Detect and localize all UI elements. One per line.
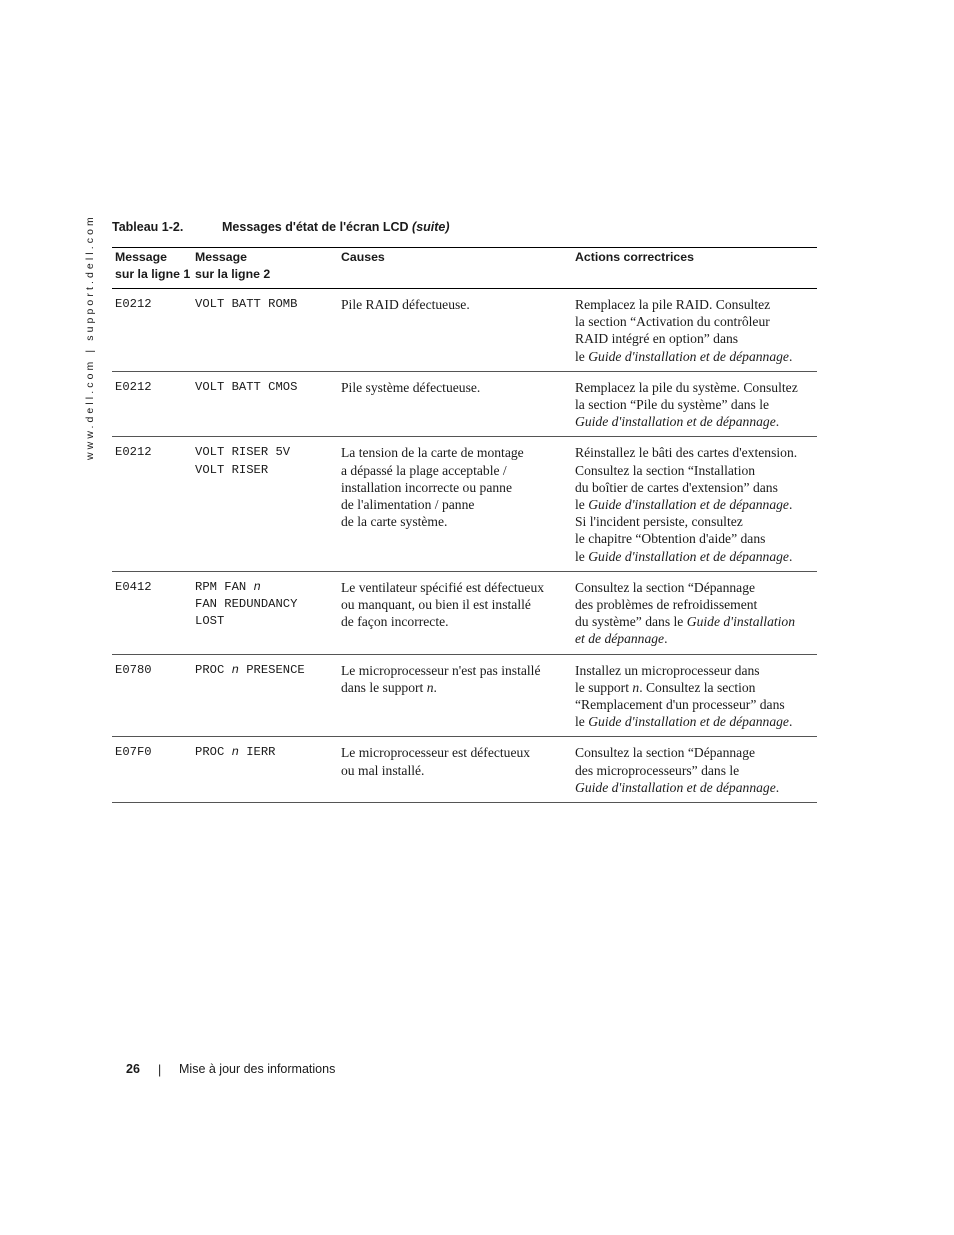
cell-line bbox=[575, 679, 814, 696]
table-row bbox=[112, 571, 817, 654]
cell-causes bbox=[338, 289, 572, 372]
cell-actions bbox=[572, 437, 817, 571]
text-segment: . bbox=[433, 679, 437, 695]
text-segment: PRESENCE bbox=[238, 662, 305, 677]
cell-line bbox=[575, 379, 814, 396]
table-row bbox=[112, 437, 817, 571]
cell-actions bbox=[572, 571, 817, 654]
header-line1 bbox=[112, 248, 192, 289]
text-segment: . bbox=[788, 548, 793, 564]
error-code: E0212 bbox=[115, 379, 152, 394]
italic-text: n bbox=[632, 679, 640, 695]
text-segment: le support bbox=[575, 679, 633, 695]
cell-line bbox=[341, 613, 569, 630]
cell-line bbox=[575, 762, 814, 779]
cell-line bbox=[341, 479, 569, 496]
text-segment: de la carte système. bbox=[341, 514, 448, 530]
cell-line bbox=[575, 596, 814, 613]
cell-actions bbox=[572, 371, 817, 437]
text-segment: Réinstallez le bâti des cartes d'extension. bbox=[575, 445, 798, 461]
table-row bbox=[112, 737, 817, 803]
header-text: Message bbox=[115, 250, 167, 264]
cell-line bbox=[195, 296, 335, 313]
italic-text: Guide d'installation et de dépannage bbox=[575, 414, 776, 430]
cell-causes bbox=[338, 571, 572, 654]
text-segment: la section “Activation du contrôleur bbox=[575, 314, 770, 330]
cell-line bbox=[575, 630, 814, 647]
cell-causes bbox=[338, 371, 572, 437]
cell-line1-code bbox=[112, 437, 192, 571]
text-segment: VOLT BATT CMOS bbox=[195, 379, 298, 394]
text-segment: Installez un microprocesseur dans bbox=[575, 662, 760, 678]
text-segment: PROC bbox=[195, 745, 232, 760]
text-segment: de l'alimentation / panne bbox=[341, 497, 475, 513]
text-segment: des microprocesseurs” dans le bbox=[575, 762, 740, 778]
header-text: sur la ligne 2 bbox=[195, 267, 271, 281]
cell-line bbox=[341, 596, 569, 613]
cell-line bbox=[575, 330, 814, 347]
table-header-row bbox=[112, 248, 817, 289]
text-segment: RPM FAN bbox=[195, 579, 254, 594]
cell-line bbox=[575, 348, 814, 365]
text-segment: VOLT RISER bbox=[195, 462, 269, 477]
cell-line bbox=[575, 548, 814, 565]
cell-line1-code bbox=[112, 289, 192, 372]
cell-line bbox=[575, 744, 814, 761]
cell-line bbox=[575, 396, 814, 413]
cell-line bbox=[195, 613, 335, 630]
error-code: E07F0 bbox=[115, 745, 152, 760]
cell-line bbox=[575, 496, 814, 513]
cell-actions bbox=[572, 289, 817, 372]
cell-line bbox=[341, 296, 569, 313]
text-segment: . bbox=[788, 348, 793, 364]
italic-text: n bbox=[253, 579, 261, 594]
text-segment: Consultez la section “Installation bbox=[575, 462, 756, 478]
italic-text: Guide d'installation et de dépannage bbox=[588, 714, 789, 730]
cell-line bbox=[195, 662, 335, 679]
text-segment: . bbox=[775, 414, 780, 430]
italic-text: Guide d'installation bbox=[686, 614, 796, 630]
cell-line2-message bbox=[192, 289, 338, 372]
cell-line bbox=[575, 662, 814, 679]
cell-line bbox=[195, 444, 335, 461]
footer-title: Mise à jour des informations bbox=[179, 1062, 336, 1076]
cell-line bbox=[575, 444, 814, 461]
text-segment: Pile RAID défectueuse. bbox=[341, 297, 470, 312]
cell-line2-message bbox=[192, 437, 338, 571]
text-segment: . bbox=[775, 779, 780, 795]
error-code: E0780 bbox=[115, 662, 152, 677]
cell-line bbox=[341, 679, 569, 696]
table-caption bbox=[112, 220, 450, 234]
cell-line bbox=[195, 744, 335, 761]
text-segment: le bbox=[575, 714, 589, 730]
text-segment: le bbox=[575, 548, 589, 564]
cell-line bbox=[575, 479, 814, 496]
lcd-messages-table bbox=[112, 247, 817, 803]
cell-line bbox=[341, 462, 569, 479]
italic-text: Guide d'installation et de dépannage bbox=[588, 348, 789, 364]
text-segment: Le microprocesseur n'est pas installé bbox=[341, 662, 541, 678]
cell-line bbox=[341, 496, 569, 513]
text-segment: RAID intégré en option” dans bbox=[575, 331, 739, 347]
header-text: Causes bbox=[341, 250, 385, 264]
cell-line bbox=[341, 662, 569, 679]
text-segment: Le ventilateur spécifié est défectueux bbox=[341, 579, 545, 595]
cell-line2-message bbox=[192, 737, 338, 803]
cell-causes bbox=[338, 437, 572, 571]
text-segment: de façon incorrecte. bbox=[341, 614, 449, 630]
italic-text: n bbox=[231, 745, 239, 760]
side-url: www.dell.com | support.dell.com bbox=[84, 214, 96, 460]
cell-line bbox=[341, 762, 569, 779]
cell-line1-code bbox=[112, 654, 192, 737]
text-segment: IERR bbox=[238, 745, 276, 760]
cell-line bbox=[341, 744, 569, 761]
text-segment: VOLT RISER 5V bbox=[195, 445, 291, 460]
cell-line bbox=[341, 513, 569, 530]
text-segment: Remplacez la pile RAID. Consultez bbox=[575, 297, 771, 312]
error-code: E0212 bbox=[115, 297, 152, 311]
text-segment: Pile système défectueuse. bbox=[341, 379, 481, 395]
text-segment: le chapitre “Obtention d'aide” dans bbox=[575, 531, 766, 547]
table-row bbox=[112, 371, 817, 437]
text-segment: Consultez la section “Dépannage bbox=[575, 579, 756, 595]
text-segment: le bbox=[575, 348, 589, 364]
cell-line bbox=[575, 313, 814, 330]
cell-line bbox=[575, 579, 814, 596]
error-code: E0212 bbox=[115, 445, 152, 460]
cell-line bbox=[575, 613, 814, 630]
header-text: Message bbox=[195, 250, 247, 264]
text-segment: installation incorrecte ou panne bbox=[341, 479, 512, 495]
cell-line2-message bbox=[192, 654, 338, 737]
header-causes bbox=[338, 248, 572, 289]
cell-line bbox=[575, 513, 814, 530]
cell-line bbox=[575, 462, 814, 479]
table-row bbox=[112, 289, 817, 372]
cell-actions bbox=[572, 654, 817, 737]
text-segment: PROC bbox=[195, 662, 232, 677]
error-code: E0412 bbox=[115, 579, 152, 594]
italic-text: et de dépannage bbox=[575, 631, 665, 647]
table-title-suffix: (suite) bbox=[412, 220, 450, 234]
text-segment: La tension de la carte de montage bbox=[341, 445, 524, 461]
italic-text: n bbox=[231, 662, 239, 677]
text-segment: du boîtier de cartes d'extension” dans bbox=[575, 479, 778, 495]
cell-line bbox=[575, 713, 814, 730]
cell-line bbox=[575, 530, 814, 547]
header-actions bbox=[572, 248, 817, 289]
italic-text: Guide d'installation et de dépannage bbox=[575, 779, 776, 795]
text-segment: Consultez la section “Dépannage bbox=[575, 745, 756, 761]
text-segment: ou manquant, ou bien il est installé bbox=[341, 597, 531, 613]
cell-line2-message bbox=[192, 571, 338, 654]
cell-line bbox=[575, 296, 814, 313]
table-row bbox=[112, 654, 817, 737]
cell-line bbox=[575, 413, 814, 430]
footer-separator: | bbox=[158, 1063, 162, 1077]
cell-line2-message bbox=[192, 371, 338, 437]
page-number: 26 bbox=[126, 1062, 140, 1076]
text-segment: dans le support bbox=[341, 679, 427, 695]
text-segment: . bbox=[788, 497, 793, 513]
text-segment: . bbox=[788, 714, 793, 730]
table-number: Tableau 1-2. bbox=[112, 220, 184, 234]
italic-text: n bbox=[426, 679, 434, 695]
text-segment: Remplacez la pile du système. Consultez bbox=[575, 379, 798, 395]
cell-line bbox=[195, 379, 335, 396]
italic-text: Guide d'installation et de dépannage bbox=[588, 497, 789, 513]
cell-causes bbox=[338, 737, 572, 803]
cell-line bbox=[341, 444, 569, 461]
cell-line1-code bbox=[112, 371, 192, 437]
italic-text: Guide d'installation et de dépannage bbox=[588, 548, 789, 564]
text-segment: la section “Pile du système” dans le bbox=[575, 397, 770, 413]
text-segment: FAN REDUNDANCY bbox=[195, 597, 298, 612]
table-title: Messages d'état de l'écran LCD bbox=[222, 220, 413, 234]
cell-line bbox=[575, 779, 814, 796]
text-segment: . bbox=[664, 631, 668, 647]
text-segment: “Remplacement d'un processeur” dans bbox=[575, 697, 785, 713]
cell-line bbox=[341, 379, 569, 396]
header-line2 bbox=[192, 248, 338, 289]
cell-line bbox=[195, 596, 335, 613]
page-footer bbox=[126, 1062, 336, 1077]
cell-actions bbox=[572, 737, 817, 803]
cell-line bbox=[341, 579, 569, 596]
cell-line1-code bbox=[112, 737, 192, 803]
header-text: Actions correctrices bbox=[575, 250, 694, 264]
header-text: sur la ligne 1 bbox=[115, 267, 191, 281]
cell-line bbox=[195, 579, 335, 596]
text-segment: . Consultez la section bbox=[639, 679, 756, 695]
text-segment: le bbox=[575, 497, 589, 513]
cell-line bbox=[195, 462, 335, 479]
text-segment: VOLT BATT ROMB bbox=[195, 297, 298, 311]
cell-line bbox=[575, 696, 814, 713]
text-segment: LOST bbox=[195, 614, 225, 629]
text-segment: Le microprocesseur est défectueux bbox=[341, 745, 531, 761]
text-segment: des problèmes de refroidissement bbox=[575, 597, 758, 613]
cell-line1-code bbox=[112, 571, 192, 654]
text-segment: ou mal installé. bbox=[341, 762, 425, 778]
text-segment: Si l'incident persiste, consultez bbox=[575, 514, 743, 530]
text-segment: a dépassé la plage acceptable / bbox=[341, 462, 507, 478]
cell-causes bbox=[338, 654, 572, 737]
text-segment: du système” dans le bbox=[575, 614, 687, 630]
